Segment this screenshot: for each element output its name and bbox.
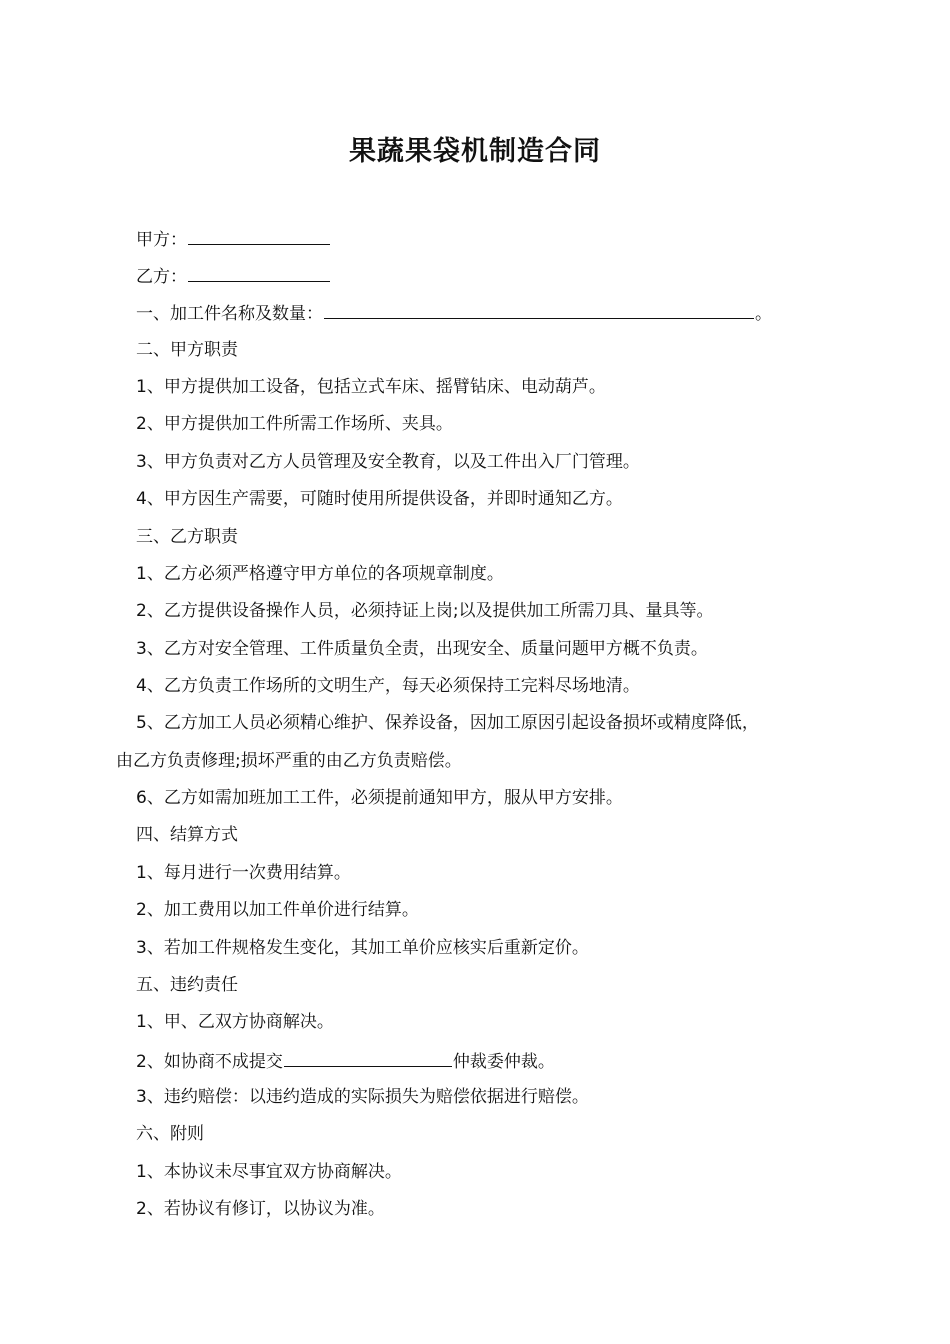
arbitration-commission-blank[interactable] [284,1048,452,1067]
document-title: 果蔬果袋机制造合同 [349,136,601,167]
party-a-line [136,226,331,252]
party-a-duty-2: 2、甲方提供加工件所需工作场所、夹具。 [136,414,453,434]
party-b-label: 乙方： [136,267,187,287]
party-b-blank[interactable] [188,263,330,282]
item-name-quantity-line [136,300,772,326]
party-b-duty-5-continued: 由乙方负责修理;损坏严重的由乙方负责赔偿。 [116,751,462,771]
settlement-3: 3、若加工件规格发生变化，其加工单价应核实后重新定价。 [136,938,589,958]
liability-2-prefix: 2、如协商不成提交 [136,1052,283,1072]
party-b-duty-5: 5、乙方加工人员必须精心维护、保养设备，因加工原因引起设备损坏或精度降低， [136,713,759,733]
party-a-duty-1: 1、甲方提供加工设备，包括立式车床、摇臂钻床、电动葫芦。 [136,377,606,397]
supplementary-2: 2、若协议有修订，以协议为准。 [136,1199,385,1219]
section-heading-settlement: 四、结算方式 [136,825,238,845]
section-heading-party-a-duties: 二、甲方职责 [136,340,238,360]
section-heading-supplementary: 六、附则 [136,1124,204,1144]
settlement-2: 2、加工费用以加工件单价进行结算。 [136,900,419,920]
party-b-duty-6: 6、乙方如需加班加工工件，必须提前通知甲方，服从甲方安排。 [136,788,623,808]
supplementary-1: 1、本协议未尽事宜双方协商解决。 [136,1162,402,1182]
item-name-quantity-label: 一、加工件名称及数量： [136,304,323,324]
party-b-duty-3: 3、乙方对安全管理、工件质量负全责，出现安全、质量问题甲方概不负责。 [136,639,708,659]
item-name-quantity-end: 。 [755,304,772,324]
item-name-quantity-blank[interactable] [324,300,754,319]
liability-2-line [136,1048,555,1074]
party-a-duty-3: 3、甲方负责对乙方人员管理及安全教育，以及工件出入厂门管理。 [136,452,640,472]
party-b-duty-4: 4、乙方负责工作场所的文明生产，每天必须保持工完料尽场地清。 [136,676,640,696]
liability-3: 3、违约赔偿：以违约造成的实际损失为赔偿依据进行赔偿。 [136,1087,589,1107]
party-a-label: 甲方： [136,230,187,250]
party-b-duty-1: 1、乙方必须严格遵守甲方单位的各项规章制度。 [136,564,504,584]
party-a-blank[interactable] [188,226,330,245]
party-b-line [136,263,331,289]
party-a-duty-4: 4、甲方因生产需要，可随时使用所提供设备，并即时通知乙方。 [136,489,623,509]
liability-2-suffix: 仲裁委仲裁。 [452,1052,555,1072]
liability-1: 1、甲、乙双方协商解决。 [136,1012,334,1032]
section-heading-liability: 五、违约责任 [136,975,238,995]
section-heading-party-b-duties: 三、乙方职责 [136,527,238,547]
party-b-duty-2: 2、乙方提供设备操作人员，必须持证上岗;以及提供加工所需刀具、量具等。 [136,601,714,621]
settlement-1: 1、每月进行一次费用结算。 [136,863,351,883]
